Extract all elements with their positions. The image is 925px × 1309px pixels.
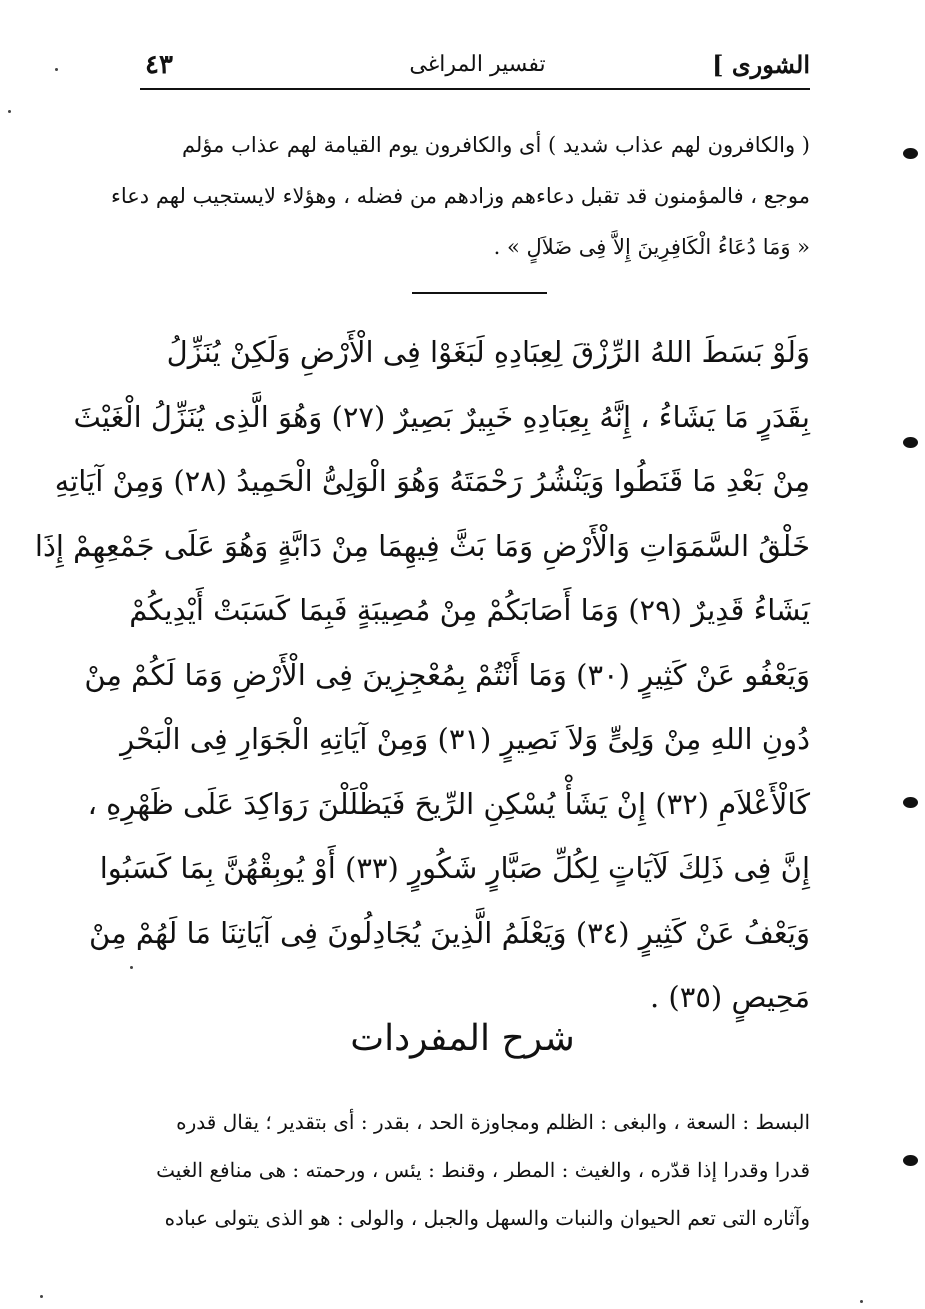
- verse-line: وَلَوْ بَسَطَ اللهُ الرِّزْقَ لِعِبَادِهِ لَبَغَوْا فِى الْأَرْضِ وَلَكِنْ يُنَزِّلُ: [166, 335, 810, 369]
- page-header: [145, 44, 810, 84]
- quran-verses: [34, 320, 810, 1030]
- glossary-line: قدرا وقدرا إذا قدّره ، والغيث : المطر ، وقنط : يئس ، ورحمته : هى منافع الغيث: [156, 1158, 810, 1182]
- binding-mark: [903, 1155, 918, 1166]
- verse-line: خَلْقُ السَّمَوَاتِ وَالْأَرْضِ وَمَا بَثَّ فِيهِمَا مِنْ دَابَّةٍ وَهُوَ عَلَى جَمْعِهِمْ إِذَا: [34, 528, 810, 563]
- glossary-paragraph: [128, 1098, 810, 1242]
- commentary-line: موجع ، فالمؤمنون قد تقبل دعاءهم وزادهم من فضله ، وهؤلاء لايستجيب لهم دعاء: [111, 184, 810, 208]
- verse-line: دُونِ اللهِ مِنْ وَلِىٍّ وَلاَ نَصِيرٍ (٣١) وَمِنْ آيَاتِهِ الْجَوَارِ فِى الْبَحْرِ: [120, 722, 810, 756]
- glossary-line: البسط : السعة ، والبغى : الظلم ومجاوزة الحد ، بقدر : أى بتقدير ؛ يقال قدره: [176, 1110, 810, 1134]
- header-rule: [140, 88, 810, 90]
- commentary-line: « وَمَا دُعَاءُ الْكَافِرِينَ إِلاَّ فِى ضَلاَلٍ » .: [493, 235, 810, 259]
- scan-speck: [860, 1300, 863, 1303]
- verse-line: وَيَعْفُو عَنْ كَثِيرٍ (٣٠) وَمَا أَنْتُمْ بِمُعْجِزِينَ فِى الْأَرْضِ وَمَا لَكُمْ مِنْ: [84, 657, 810, 692]
- verse-line: مِنْ بَعْدِ مَا قَنَطُوا وَيَنْشُرُ رَحْمَتَهُ وَهُوَ الْوَلِىُّ الْحَمِيدُ (٢٨) وَمِنْ آيَاتِهِ: [54, 464, 810, 498]
- verse-line: كَالْأَعْلاَمِ (٣٢) إِنْ يَشَأْ يُسْكِنِ الرِّيحَ فَيَظْلَلْنَ رَوَاكِدَ عَلَى ظَهْرِهِ ،: [87, 786, 810, 821]
- scan-speck: [130, 966, 133, 969]
- verse-line: مَحِيصٍ (٣٥) .: [650, 980, 810, 1014]
- verse-line: وَيَعْفُ عَنْ كَثِيرٍ (٣٤) وَيَعْلَمُ الَّذِينَ يُجَادِلُونَ فِى آيَاتِنَا مَا لَهُمْ مِنْ: [89, 915, 810, 950]
- glossary-line: وآثاره التى تعم الحيوان والنبات والسهل والجبل ، والولى : هو الذى يتولى عباده: [164, 1206, 810, 1230]
- scan-speck: [55, 68, 58, 71]
- verse-line: إِنَّ فِى ذَلِكَ لَآيَاتٍ لِكُلِّ صَبَّارٍ شَكُورٍ (٣٣) أَوْ يُوبِقْهُنَّ بِمَا كَسَبُوا: [99, 851, 810, 885]
- scan-speck: [8, 110, 11, 113]
- surah-name: الشورى ]: [712, 50, 810, 79]
- scan-speck: [40, 1295, 43, 1298]
- verse-line: يَشَاءُ قَدِيرٌ (٢٩) وَمَا أَصَابَكُمْ مِنْ مُصِيبَةٍ فَبِمَا كَسَبَتْ أَيْدِيكُمْ: [129, 593, 810, 627]
- page-number: ٤٣: [145, 50, 173, 80]
- binding-mark: [903, 437, 918, 448]
- binding-mark: [903, 148, 918, 159]
- commentary-line: ( والكافرون لهم عذاب شديد ) أى والكافرون يوم القيامة لهم عذاب مؤلم: [181, 133, 810, 157]
- section-divider: [412, 292, 547, 294]
- commentary-paragraph: [111, 120, 810, 273]
- book-title: تفسير المراغى: [409, 52, 546, 77]
- verse-line: بِقَدَرٍ مَا يَشَاءُ ، إِنَّهُ بِعِبَادِهِ خَبِيرٌ بَصِيرٌ (٢٧) وَهُوَ الَّذِى يُنَزِّلُ الْغَيْثَ: [73, 399, 810, 434]
- section-heading: شرح المفردات: [350, 1018, 575, 1059]
- binding-mark: [903, 797, 918, 808]
